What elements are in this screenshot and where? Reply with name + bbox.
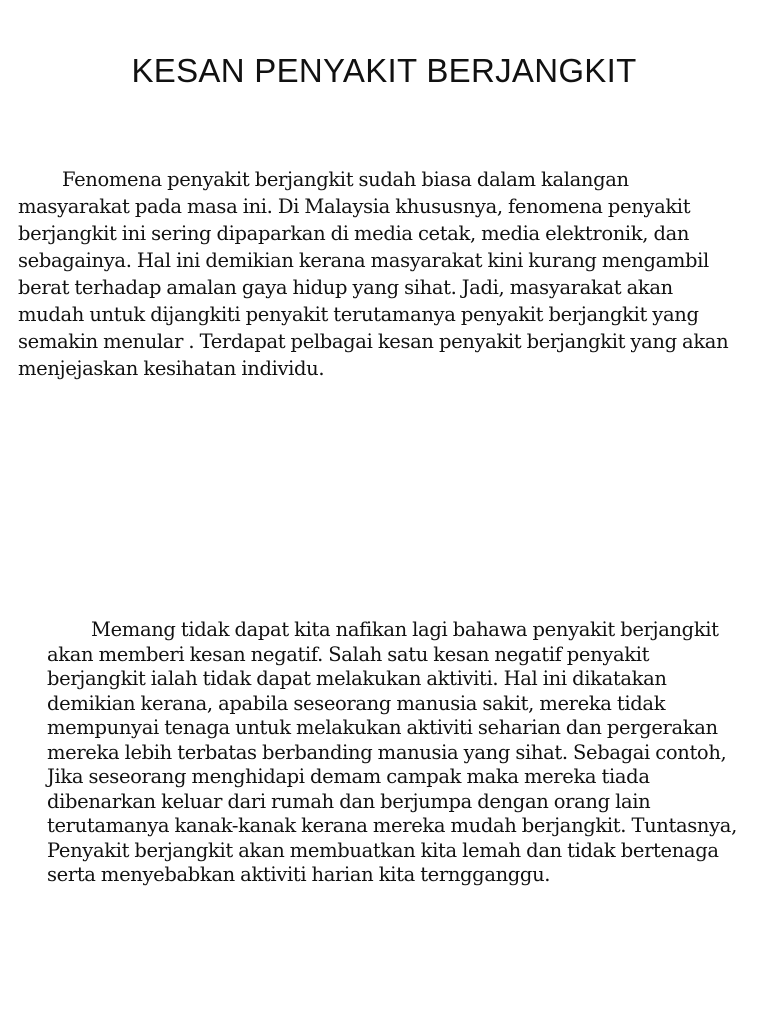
paragraph-introduction: Fenomena penyakit berjangkit sudah biasa dalam kalangan masyarakat pada masa ini. Di Malaysia khususnya, fenomena penyakit berjangkit ini sering dipaparkan di media cetak, media elektronik, dan sebagainya. Hal ini demikian kerana masyarakat kini kurang mengambil berat terhadap amalan gaya hidup yang sihat. Jadi, masyarakat akan mudah untuk dijangkiti penyakit terutamanya penyakit berjangkit yang semakin menular . Terdapat pelbagai kesan penyakit berjangkit yang akan menjejaskan kesihatan individu.: [18, 168, 729, 380]
document-title: KESAN PENYAKIT BERJANGKIT: [131, 52, 637, 89]
paragraph-body: Memang tidak dapat kita nafikan lagi bahawa penyakit berjangkit akan memberi kesan negatif. Salah satu kesan negatif penyakit berjangkit ialah tidak dapat melakukan aktiviti. Hal ini dikatakan demikian kerana, apabila seseorang manusia sakit, mereka tidak mempunyai tenaga untuk melakukan aktiviti seharian dan pergerakan mereka lebih terbatas berbanding manusia yang sihat. Sebagai contoh, Jika seseorang menghidapi demam campak maka mereka tiada dibenarkan keluar dari rumah dan berjumpa dengan orang lain terutamanya kanak-kanak kerana mereka mudah berjangkit. Tuntasnya, Penyakit berjangkit akan membuatkan kita lemah dan tidak bertenaga serta menyebabkan aktiviti harian kita terngganggu.: [47, 618, 737, 886]
